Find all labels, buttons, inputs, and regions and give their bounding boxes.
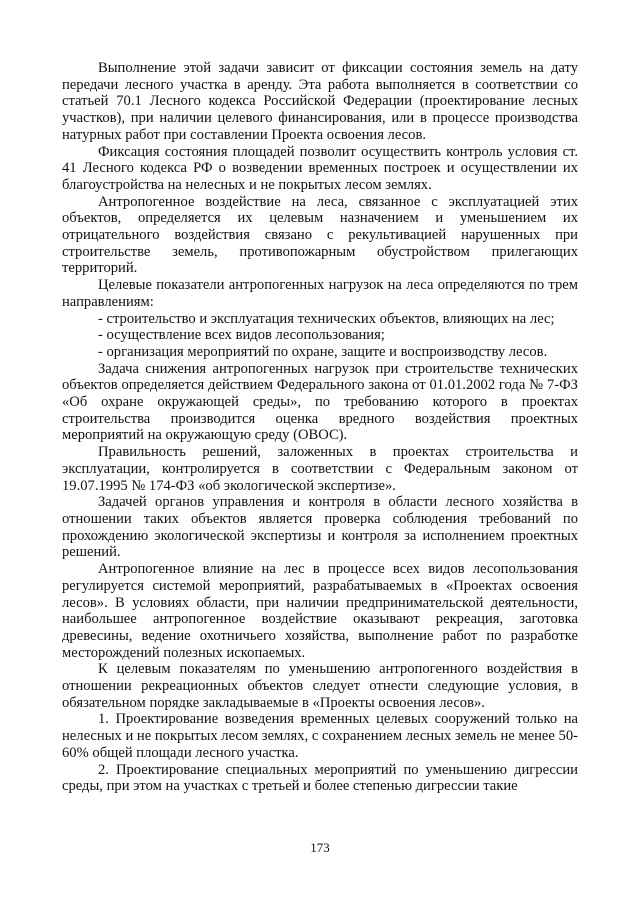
paragraph-8: Антропогенное влияние на лес в процессе всех видов лесопользования регулируется системой мероприятий, разрабатываемых в «Проектах освоения лесов». В условиях области, при наличии предпринимательской деятельности, наибольшее антропогенное воздействие оказывают рекреация, заготовка древесины, ведение охотничьего хозяйства, выполнение работ по разработке месторождений полезных ископаемых. <box>62 561 578 661</box>
paragraph-9: К целевым показателям по уменьшению антропогенного воздействия в отношении рекреационных объектов следует отнести следующие условия, в обязательном порядке закладываемые в «Проекты освоения лесов». <box>62 661 578 711</box>
paragraph-4: Целевые показатели антропогенных нагрузок на леса определяются по трем направлениям: <box>62 277 578 310</box>
numbered-item-2: 2. Проектирование специальных мероприятий по уменьшению дигрессии среды, при этом на участках с третьей и более степенью дигрессии такие <box>62 761 578 795</box>
document-body <box>62 60 578 795</box>
list-item-1: - строительство и эксплуатация технических объектов, влияющих на лес; <box>98 310 555 327</box>
list-item-2: - осуществление всех видов лесопользования; <box>98 327 385 344</box>
list-item-3: - организация мероприятий по охране, защите и воспроизводству лесов. <box>98 343 548 360</box>
numbered-item-1: 1. Проектирование возведения временных целевых сооружений только на нелесных и не покрытых лесом землях, с сохранением лесных земель не менее 50-60% общей площади лесного участка. <box>62 711 578 761</box>
paragraph-7: Задачей органов управления и контроля в области лесного хозяйства в отношении таких объектов является проверка соблюдения требований по прохождению экологической экспертизы и контроля за исполнением проектных решений. <box>62 494 578 561</box>
paragraph-5: Задача снижения антропогенных нагрузок при строительстве технических объектов определяется действием Федерального закона от 01.01.2002 года № 7-ФЗ «Об охране окружающей среды», по требованию которого в проектах строительства производится оценка вредного воздействия проектных мероприятий на окружающую среду (ОВОС). <box>62 360 578 444</box>
paragraph-2: Фиксация состояния площадей позволит осуществить контроль условия ст. 41 Лесного кодекса РФ о возведении временных построек и осуществлении их благоустройства на нелесных и не покрытых лесом землях. <box>62 143 578 193</box>
paragraph-1: Выполнение этой задачи зависит от фиксации состояния земель на дату передачи лесного участка в аренду. Эта работа выполняется в соответствии со статьей 70.1 Лесного кодекса Российской Федерации (проектирование лесных участков), при наличии целевого финансирования, или в процессе производства натурных работ при составлении Проекта освоения лесов. <box>62 60 578 143</box>
paragraph-3: Антропогенное воздействие на леса, связанное с эксплуатацией этих объектов, определяется их целевым назначением и уменьшением их отрицательного воздействия связано с рекультивацией нарушенных при строительстве земель, противопожарным обустройством прилегающих территорий. <box>62 193 578 277</box>
page-number: 173 <box>310 840 330 855</box>
paragraph-6: Правильность решений, заложенных в проектах строительства и эксплуатации, контролируется в соответствии с Федеральным законом от 19.07.1995 № 174-ФЗ «об экологической экспертизе». <box>62 444 578 494</box>
